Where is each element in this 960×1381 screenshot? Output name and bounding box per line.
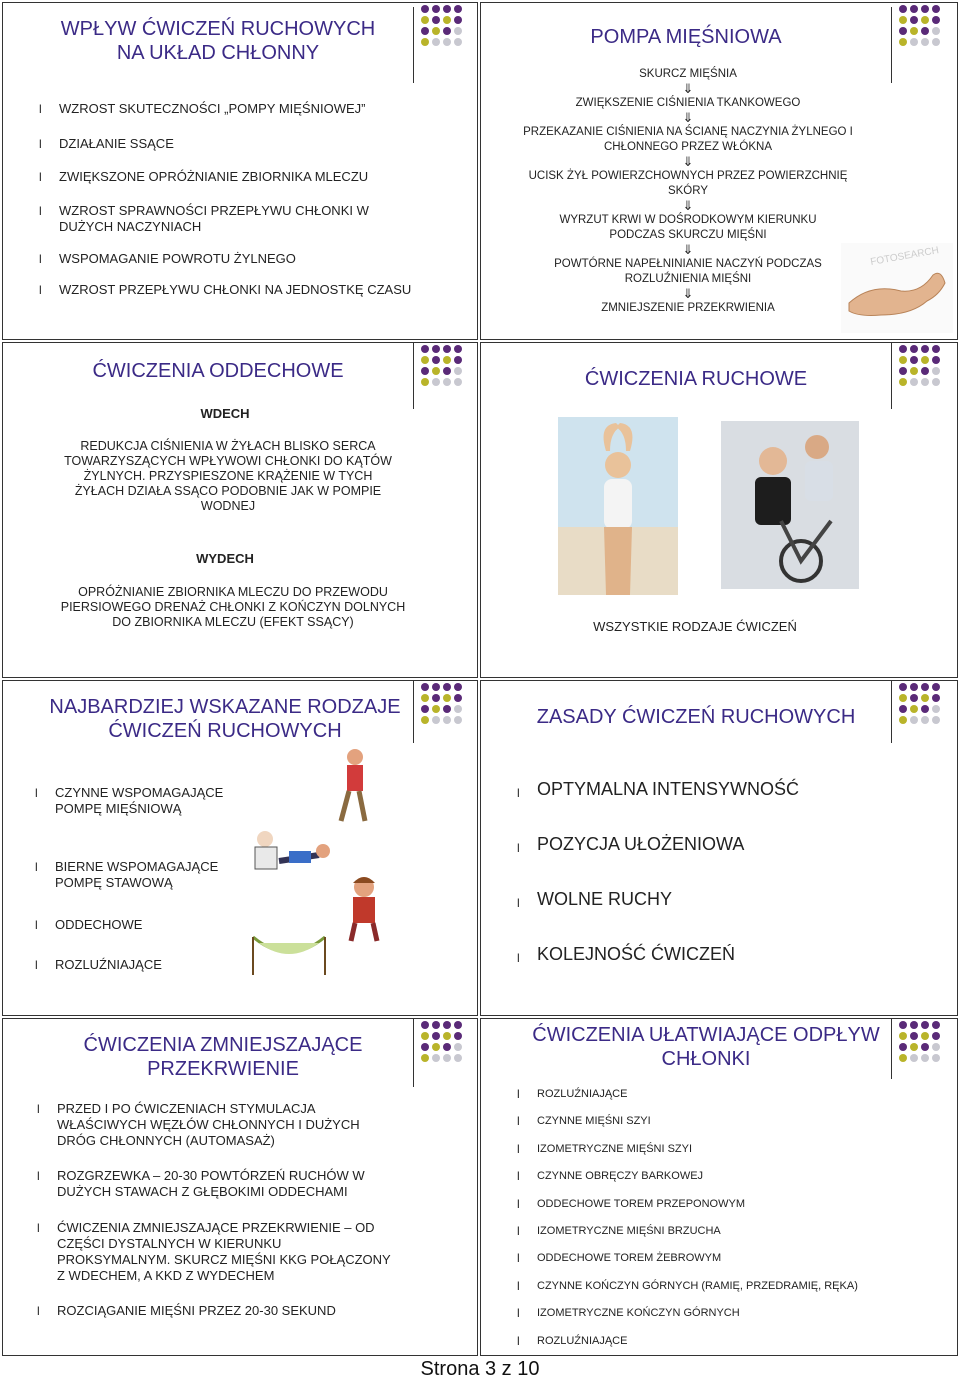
- bullet-item: l WZROST SPRAWNOŚCI PRZEPŁYWU CHŁONKI W DUŻYCH NACZYNIACH: [39, 203, 369, 234]
- decor-dot: [899, 694, 907, 702]
- decor-dot: [454, 367, 462, 375]
- flow-step: SKURCZ MIĘŚNIA: [639, 68, 737, 80]
- slide-8: [480, 1018, 958, 1356]
- decor-dot: [421, 1054, 429, 1062]
- decor-dot: [910, 694, 918, 702]
- decor-dots: [421, 683, 465, 727]
- decor-dot: [454, 345, 462, 353]
- decor-dot: [454, 694, 462, 702]
- decor-dot: [421, 38, 429, 46]
- down-arrow-icon: ⇓: [682, 198, 694, 213]
- decor-dot: [432, 5, 440, 13]
- divider-line: [413, 343, 414, 409]
- decor-dot: [921, 356, 929, 364]
- bullet-item: l IZOMETRYCZNE MIĘŚNI BRZUCHA: [517, 1224, 721, 1238]
- divider-line: [891, 1019, 892, 1079]
- stretching-woman-photo: [558, 417, 678, 595]
- decor-dot: [910, 1054, 918, 1062]
- decor-dot: [421, 705, 429, 713]
- bullet-item: l ROZGRZEWKA – 20-30 POWTÓRZEŃ RUCHÓW W DUŻYCH STAWACH Z GŁĘBOKIMI ODDECHAMI: [37, 1168, 365, 1199]
- decor-dot: [921, 27, 929, 35]
- decor-dot: [899, 16, 907, 24]
- decor-dot: [432, 345, 440, 353]
- decor-dot: [421, 378, 429, 386]
- decor-dot: [443, 694, 451, 702]
- down-arrow-icon: ⇓: [682, 110, 694, 125]
- down-arrow-icon: ⇓: [682, 154, 694, 169]
- decor-dot: [432, 694, 440, 702]
- flow-step: UCISK ŻYŁ POWIERZCHOWNYCH PRZEZ POWIERZCHNIĘ SKÓRY: [528, 170, 848, 197]
- bullet-item: l ROZLUŹNIAJĄCE: [35, 957, 162, 972]
- decor-dot: [910, 367, 918, 375]
- flow-step: ZWIĘKSZENIE CIŚNIENIA TKANKOWEGO: [575, 97, 801, 109]
- decor-dot: [921, 5, 929, 13]
- decor-dot: [899, 38, 907, 46]
- wdech-text: REDUKCJA CIŚNIENIA W ŻYŁACH BLISKO SERCA TOWARZYSZĄCYCH WPŁYWOWI CHŁONKI DO KĄTÓW ŻYLNYCH. PRZYSPIESZONE KRĄŻENIE W TYCH ŻYŁACH DZIAŁA SSĄCO PODOBNIE JAK W POMPIE WODNEJ: [64, 439, 392, 513]
- decor-dot: [899, 5, 907, 13]
- exercise-bike-photo: [721, 421, 859, 589]
- decor-dot: [421, 16, 429, 24]
- breathing-figure-clipart: [339, 873, 389, 943]
- slide-1-title: WPŁYW ĆWICZEŃ RUCHOWYCH NA UKŁAD CHŁONNY: [60, 18, 376, 64]
- flexed-arm-illustration: [841, 243, 953, 333]
- decor-dot: [454, 5, 462, 13]
- slide-1: [2, 2, 478, 340]
- divider-line: [413, 1019, 414, 1087]
- decor-dot: [443, 27, 451, 35]
- slide-7-title: ĆWICZENIA ZMNIEJSZAJĄCE PRZEKRWIENIE: [83, 1034, 363, 1080]
- slide-5-title: NAJBARDZIEJ WSKAZANE RODZAJE ĆWICZEŃ RUCHOWYCH: [49, 696, 401, 742]
- decor-dot: [443, 345, 451, 353]
- bullet-item: l WZROST PRZEPŁYWU CHŁONKI NA JEDNOSTKĘ CZASU: [39, 282, 412, 297]
- decor-dot: [899, 1032, 907, 1040]
- bullet-item: l ROZCIĄGANIE MIĘŚNI PRZEZ 20-30 SEKUND: [37, 1303, 336, 1318]
- flow-step: PRZEKAZANIE CIŚNIENIA NA ŚCIANĘ NACZYNIA ŻYLNEGO I CHŁONNEGO PRZEZ WŁÓKNA: [523, 126, 853, 153]
- decor-dot: [432, 378, 440, 386]
- decor-dot: [443, 716, 451, 724]
- decor-dot: [932, 1021, 940, 1029]
- decor-dot: [921, 345, 929, 353]
- flow-step: WYRZUT KRWI W DOŚRODKOWYM KIERUNKU PODCZAS SKURCZU MIĘŚNI: [559, 214, 817, 241]
- decor-dot: [454, 705, 462, 713]
- decor-dot: [443, 5, 451, 13]
- bullet-item: l IZOMETRYCZNE MIĘŚNI SZYI: [517, 1141, 693, 1156]
- decor-dot: [899, 683, 907, 691]
- decor-dot: [910, 1021, 918, 1029]
- decor-dot: [432, 356, 440, 364]
- decor-dot: [443, 367, 451, 375]
- decor-dot: [910, 356, 918, 364]
- decor-dot: [932, 705, 940, 713]
- decor-dot: [432, 1054, 440, 1062]
- decor-dot: [910, 16, 918, 24]
- decor-dot: [421, 345, 429, 353]
- decor-dot: [454, 1032, 462, 1040]
- decor-dots: [421, 5, 465, 49]
- decor-dots: [899, 345, 943, 389]
- decor-dot: [932, 16, 940, 24]
- bullet-item: l ZWIĘKSZONE OPRÓŻNIANIE ZBIORNIKA MLECZU: [39, 169, 369, 184]
- decor-dot: [899, 378, 907, 386]
- decor-dot: [910, 683, 918, 691]
- decor-dot: [443, 705, 451, 713]
- decor-dot: [432, 705, 440, 713]
- bullet-item: l ODDECHOWE TOREM PRZEPONOWYM: [517, 1196, 745, 1211]
- decor-dot: [899, 1043, 907, 1051]
- decor-dot: [921, 694, 929, 702]
- decor-dot: [421, 716, 429, 724]
- slide-7: [2, 1018, 478, 1356]
- decor-dot: [921, 1021, 929, 1029]
- bullet-item: l CZYNNE WSPOMAGAJĄCE POMPĘ MIĘŚNIOWĄ: [35, 785, 224, 816]
- decor-dot: [454, 356, 462, 364]
- decor-dot: [454, 16, 462, 24]
- decor-dot: [432, 27, 440, 35]
- hammock-clipart: [249, 927, 329, 977]
- divider-line: [891, 7, 892, 83]
- decor-dot: [932, 38, 940, 46]
- decor-dot: [910, 1043, 918, 1051]
- wdech-heading: WDECH: [200, 406, 250, 421]
- decor-dot: [932, 27, 940, 35]
- decor-dot: [921, 16, 929, 24]
- decor-dot: [432, 38, 440, 46]
- decor-dot: [421, 27, 429, 35]
- decor-dot: [454, 683, 462, 691]
- decor-dot: [932, 683, 940, 691]
- svg-text:FOTOSEARCH: FOTOSEARCH: [869, 245, 940, 268]
- decor-dot: [432, 716, 440, 724]
- decor-dot: [910, 5, 918, 13]
- divider-line: [891, 343, 892, 409]
- slide-6-title: ZASADY ĆWICZEŃ RUCHOWYCH: [536, 706, 856, 728]
- bullet-item: l BIERNE WSPOMAGAJĄCE POMPĘ STAWOWĄ: [35, 859, 219, 890]
- bullet-item: l CZYNNE KOŃCZYN GÓRNYCH (RAMIĘ, PRZEDRAMIĘ, RĘKA): [517, 1278, 858, 1293]
- decor-dots: [421, 1021, 465, 1065]
- decor-dot: [910, 705, 918, 713]
- slide-2: [480, 2, 958, 340]
- bullet-item: l KOLEJNOŚĆ ĆWICZEŃ: [517, 944, 736, 965]
- decor-dot: [454, 1054, 462, 1062]
- decor-dot: [932, 694, 940, 702]
- decor-dot: [921, 378, 929, 386]
- decor-dot: [443, 356, 451, 364]
- bullet-item: l ROZLUŹNIAJĄCE: [517, 1087, 628, 1101]
- decor-dot: [921, 1043, 929, 1051]
- bullet-item: l IZOMETRYCZNE KOŃCZYN GÓRNYCH: [517, 1306, 740, 1321]
- slide-6: [480, 680, 958, 1016]
- divider-line: [413, 7, 414, 83]
- slide-8-title: ĆWICZENIA UŁATWIAJĄCE ODPŁYW CHŁONKI: [532, 1024, 880, 1070]
- decor-dots: [899, 5, 943, 49]
- decor-dot: [932, 345, 940, 353]
- decor-dot: [421, 1021, 429, 1029]
- decor-dot: [932, 5, 940, 13]
- decor-dot: [910, 378, 918, 386]
- decor-dot: [454, 27, 462, 35]
- bullet-item: l PRZED I PO ĆWICZENIACH STYMULACJA WŁAŚCIWYCH WĘZŁÓW CHŁONNYCH I DUŻYCH DRÓG CHŁONNYCH (AUTOMASAŻ): [37, 1101, 360, 1148]
- decor-dot: [899, 367, 907, 375]
- bullet-item: l ODDECHOWE: [35, 917, 143, 932]
- decor-dot: [921, 683, 929, 691]
- wydech-heading: WYDECH: [196, 551, 254, 566]
- decor-dot: [421, 1032, 429, 1040]
- decor-dot: [899, 27, 907, 35]
- bullet-item: l WSPOMAGANIE POWROTU ŻYLNEGO: [39, 251, 296, 266]
- decor-dot: [899, 1021, 907, 1029]
- decor-dot: [454, 716, 462, 724]
- walking-figure-clipart: [323, 745, 383, 825]
- decor-dot: [421, 5, 429, 13]
- bullet-item: l POZYCJA UŁOŻENIOWA: [517, 834, 745, 855]
- bullet-item: l WZROST SKUTECZNOŚCI „POMPY MIĘŚNIOWEJ”: [39, 101, 366, 116]
- decor-dot: [432, 367, 440, 375]
- decor-dot: [932, 1054, 940, 1062]
- down-arrow-icon: ⇓: [682, 242, 694, 257]
- bullet-item: l WOLNE RUCHY: [517, 889, 673, 910]
- decor-dot: [443, 38, 451, 46]
- flow-steps: [501, 67, 875, 316]
- decor-dot: [899, 345, 907, 353]
- decor-dot: [443, 1021, 451, 1029]
- decor-dot: [921, 38, 929, 46]
- decor-dot: [454, 38, 462, 46]
- down-arrow-icon: ⇓: [682, 81, 694, 96]
- decor-dot: [454, 378, 462, 386]
- decor-dot: [932, 1032, 940, 1040]
- decor-dot: [443, 683, 451, 691]
- decor-dot: [910, 38, 918, 46]
- slide-5: [2, 680, 478, 1016]
- decor-dot: [421, 1043, 429, 1051]
- bullet-item: l ĆWICZENIA ZMNIEJSZAJĄCE PRZEKRWIENIE – OD CZĘŚCI DYSTALNYCH W KIERUNKU PROKSYMALNYM. SKURCZ MIĘŚNI KKG POŁĄCZONY Z WDECHEM, A KKD Z WYDECHEM: [37, 1220, 391, 1283]
- decor-dot: [432, 683, 440, 691]
- decor-dot: [432, 1032, 440, 1040]
- decor-dot: [910, 1032, 918, 1040]
- flow-step: ZMNIEJSZENIE PRZEKRWIENIA: [601, 302, 775, 314]
- decor-dot: [910, 716, 918, 724]
- decor-dot: [443, 16, 451, 24]
- decor-dot: [421, 694, 429, 702]
- decor-dot: [932, 367, 940, 375]
- decor-dots: [899, 683, 943, 727]
- bullet-item: l ROZLUŹNIAJĄCE: [517, 1333, 628, 1348]
- decor-dot: [432, 1043, 440, 1051]
- bullet-item: l CZYNNE MIĘŚNI SZYI: [517, 1114, 651, 1129]
- slide-4-title: ĆWICZENIA RUCHOWE: [584, 368, 808, 390]
- decor-dot: [910, 27, 918, 35]
- bullet-item: l DZIAŁANIE SSĄCE: [39, 136, 174, 151]
- decor-dot: [932, 716, 940, 724]
- decor-dot: [443, 1032, 451, 1040]
- bullet-item: l CZYNNE OBRĘCZY BARKOWEJ: [517, 1169, 704, 1184]
- divider-line: [891, 681, 892, 743]
- slide-2-title: POMPA MIĘŚNIOWA: [590, 26, 782, 48]
- decor-dot: [921, 716, 929, 724]
- slide-4: [480, 342, 958, 678]
- decor-dots: [421, 345, 465, 389]
- decor-dot: [899, 716, 907, 724]
- decor-dot: [932, 1043, 940, 1051]
- slide-3: [2, 342, 478, 678]
- wydech-text: OPRÓŻNIANIE ZBIORNIKA MLECZU DO PRZEWODU PIERSIOWEGO DRENAŻ CHŁONKI Z KOŃCZYN DOLNYCH DO ZBIORNIKA MLECZU (EFEKT SSĄCY): [60, 585, 406, 629]
- down-arrow-icon: ⇓: [682, 286, 694, 301]
- flow-step: POWTÓRNE NAPEŁNINIANIE NACZYŃ PODCZAS ROZLUŹNIENIA MIĘŚNI: [554, 258, 822, 285]
- decor-dot: [432, 16, 440, 24]
- divider-line: [413, 681, 414, 743]
- decor-dot: [454, 1043, 462, 1051]
- decor-dot: [899, 705, 907, 713]
- decor-dot: [910, 345, 918, 353]
- decor-dot: [899, 356, 907, 364]
- passive-exercise-clipart: [249, 825, 339, 885]
- decor-dot: [443, 1054, 451, 1062]
- slide-3-title: ĆWICZENIA ODDECHOWE: [92, 360, 344, 382]
- decor-dot: [921, 1032, 929, 1040]
- decor-dot: [921, 705, 929, 713]
- decor-dot: [932, 356, 940, 364]
- decor-dot: [432, 1021, 440, 1029]
- decor-dot: [421, 367, 429, 375]
- slide-4-caption: WSZYSTKIE RODZAJE ĆWICZEŃ: [593, 619, 797, 634]
- decor-dot: [899, 1054, 907, 1062]
- decor-dot: [443, 378, 451, 386]
- decor-dot: [921, 367, 929, 375]
- bullet-item: l OPTYMALNA INTENSYWNOŚĆ: [517, 779, 800, 800]
- page-footer: Strona 3 z 10: [420, 1358, 540, 1380]
- decor-dot: [421, 356, 429, 364]
- decor-dots: [899, 1021, 943, 1065]
- decor-dot: [932, 378, 940, 386]
- bullet-item: l ODDECHOWE TOREM ŻEBROWYM: [517, 1251, 722, 1266]
- decor-dot: [921, 1054, 929, 1062]
- decor-dot: [454, 1021, 462, 1029]
- decor-dot: [443, 1043, 451, 1051]
- decor-dot: [421, 683, 429, 691]
